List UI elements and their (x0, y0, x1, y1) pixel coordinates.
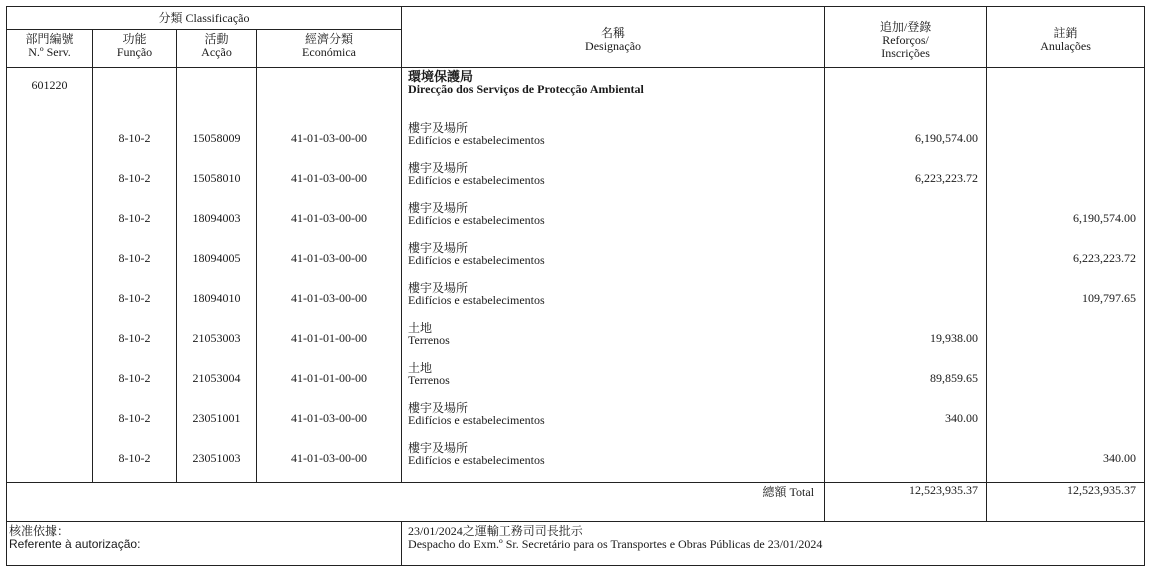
authorization-label (7, 522, 402, 566)
department-row (7, 68, 1145, 119)
total-reforcos: 12,523,935.37 (825, 483, 987, 522)
designation-header-zh: 名稱 (601, 26, 626, 40)
serv-cell (7, 238, 93, 278)
reforcos-cell: 6,190,574.00 (825, 118, 987, 158)
econ-header-zh: 經濟分類 (305, 32, 354, 46)
table-body (7, 68, 1145, 483)
accao-cell: 23051003 (177, 438, 257, 478)
designacao-zh: 樓宇及場所 (408, 401, 469, 415)
anulacoes-cell: 6,223,223.72 (987, 238, 1145, 278)
funcao-cell: 8-10-2 (93, 238, 177, 278)
economica-cell: 41-01-03-00-00 (257, 438, 402, 478)
anulacoes-header-pt: Anulações (1040, 39, 1091, 53)
accao-cell: 15058010 (177, 158, 257, 198)
table-row (7, 158, 1145, 198)
serv-cell (7, 118, 93, 158)
designacao-cell (402, 238, 825, 278)
func-header-zh: 功能 (122, 32, 147, 46)
reforcos-cell (825, 278, 987, 318)
economica-cell: 41-01-03-00-00 (257, 278, 402, 318)
designacao-cell (402, 118, 825, 158)
funcao-cell: 8-10-2 (93, 158, 177, 198)
designacao-cell (402, 158, 825, 198)
serv-cell (7, 358, 93, 398)
total-label: 總額 Total (7, 483, 825, 522)
econ-header-pt: Económica (302, 45, 357, 59)
reforcos-cell (825, 198, 987, 238)
table-row (7, 278, 1145, 318)
accao-cell: 15058009 (177, 118, 257, 158)
anulacoes-cell (987, 118, 1145, 158)
serv-cell (7, 438, 93, 478)
reforcos-cell: 19,938.00 (825, 318, 987, 358)
reforcos-cell (825, 238, 987, 278)
economica-cell: 41-01-03-00-00 (257, 398, 402, 438)
reforcos-header-pt1: Reforços/ (882, 32, 929, 47)
reforcos-header (825, 7, 987, 68)
accao-header (177, 30, 257, 68)
designation-header-pt: Designação (585, 39, 642, 53)
func-header-pt: Função (116, 45, 153, 59)
anulacoes-header-zh: 註銷 (1053, 26, 1078, 40)
designacao-cell (402, 358, 825, 398)
accao-cell: 21053003 (177, 318, 257, 358)
anulacoes-header (987, 7, 1145, 68)
table-row (7, 318, 1145, 358)
serv-cell (7, 398, 93, 438)
reforcos-cell (825, 438, 987, 478)
designacao-zh: 土地 (408, 321, 433, 335)
empty-cell (825, 68, 987, 119)
designacao-pt: Edifícios e estabelecimentos (408, 253, 545, 267)
table-header (7, 7, 1145, 68)
funcao-cell: 8-10-2 (93, 358, 177, 398)
budget-table (6, 6, 1145, 566)
accao-cell: 18094005 (177, 238, 257, 278)
classification-header: 分類 Classificação (7, 7, 402, 30)
economica-cell: 41-01-03-00-00 (257, 198, 402, 238)
empty-cell (987, 68, 1145, 119)
designacao-zh: 土地 (408, 361, 433, 375)
serv-header-pt: N.º Serv. (28, 45, 71, 59)
table-footer (7, 483, 1145, 566)
table-row (7, 238, 1145, 278)
designacao-cell (402, 198, 825, 238)
department-name-zh: 環境保護局 (408, 69, 474, 84)
accao-cell: 21053004 (177, 358, 257, 398)
authorization-label-zh: 核准依據： (9, 524, 70, 538)
designacao-zh: 樓宇及場所 (408, 281, 469, 295)
accao-header-pt: Acção (201, 45, 232, 59)
anulacoes-cell: 340.00 (987, 438, 1145, 478)
anulacoes-cell (987, 398, 1145, 438)
funcao-cell: 8-10-2 (93, 438, 177, 478)
total-row (7, 483, 1145, 522)
empty-cell (93, 68, 177, 119)
accao-header-zh: 活動 (204, 32, 229, 46)
serv-cell (7, 278, 93, 318)
serv-cell (7, 318, 93, 358)
designacao-pt: Edifícios e estabelecimentos (408, 173, 545, 187)
funcao-cell: 8-10-2 (93, 318, 177, 358)
table-row (7, 438, 1145, 478)
department-code: 601220 (7, 68, 93, 119)
economica-cell: 41-01-03-00-00 (257, 238, 402, 278)
table-row (7, 118, 1145, 158)
table-row (7, 398, 1145, 438)
table-row (7, 198, 1145, 238)
designacao-cell (402, 398, 825, 438)
anulacoes-cell (987, 318, 1145, 358)
designacao-pt: Edifícios e estabelecimentos (408, 413, 545, 427)
designacao-cell (402, 438, 825, 478)
economica-cell: 41-01-03-00-00 (257, 118, 402, 158)
designacao-zh: 樓宇及場所 (408, 441, 469, 455)
designation-header (402, 7, 825, 68)
table-row (7, 358, 1145, 398)
funcao-cell: 8-10-2 (93, 118, 177, 158)
anulacoes-cell (987, 158, 1145, 198)
serv-cell (7, 198, 93, 238)
accao-cell: 18094003 (177, 198, 257, 238)
designacao-pt: Edifícios e estabelecimentos (408, 453, 545, 467)
designacao-pt: Edifícios e estabelecimentos (408, 133, 545, 147)
reforcos-cell: 6,223,223.72 (825, 158, 987, 198)
designacao-pt: Edifícios e estabelecimentos (408, 293, 545, 307)
econ-header (257, 30, 402, 68)
economica-cell: 41-01-01-00-00 (257, 358, 402, 398)
department-designation (402, 68, 825, 119)
designacao-cell (402, 278, 825, 318)
funcao-cell: 8-10-2 (93, 198, 177, 238)
total-anulacoes: 12,523,935.37 (987, 483, 1145, 522)
economica-cell: 41-01-01-00-00 (257, 318, 402, 358)
anulacoes-cell (987, 358, 1145, 398)
authorization-text (402, 522, 1145, 566)
empty-cell (257, 68, 402, 119)
serv-header-zh: 部門編號 (25, 32, 74, 46)
accao-cell: 18094010 (177, 278, 257, 318)
anulacoes-cell: 109,797.65 (987, 278, 1145, 318)
reforcos-cell: 89,859.65 (825, 358, 987, 398)
reforcos-cell: 340.00 (825, 398, 987, 438)
authorization-text-zh: 23/01/2024之運輸工務司司長批示 (408, 524, 583, 538)
anulacoes-cell: 6,190,574.00 (987, 198, 1145, 238)
funcao-cell: 8-10-2 (93, 278, 177, 318)
reforcos-header-pt2: Inscrições (881, 45, 930, 60)
designacao-pt: Terrenos (408, 333, 450, 347)
authorization-text-pt: Despacho do Exm.º Sr. Secretário para os Transportes e Obras Públicas de 23/01/2024 (408, 537, 823, 551)
func-header (93, 30, 177, 68)
designacao-pt: Edifícios e estabelecimentos (408, 213, 545, 227)
economica-cell: 41-01-03-00-00 (257, 158, 402, 198)
designacao-zh: 樓宇及場所 (408, 121, 469, 135)
serv-header (7, 30, 93, 68)
designacao-cell (402, 318, 825, 358)
authorization-row (7, 522, 1145, 566)
empty-cell (177, 68, 257, 119)
designacao-zh: 樓宇及場所 (408, 241, 469, 255)
funcao-cell: 8-10-2 (93, 398, 177, 438)
department-name-pt: Direcção dos Serviços de Protecção Ambiental (408, 82, 644, 96)
authorization-label-pt: Referente à autorização: (9, 537, 141, 551)
reforcos-header-zh: 追加/登錄 (879, 19, 932, 34)
serv-cell (7, 158, 93, 198)
designacao-zh: 樓宇及場所 (408, 201, 469, 215)
designacao-pt: Terrenos (408, 373, 450, 387)
accao-cell: 23051001 (177, 398, 257, 438)
designacao-zh: 樓宇及場所 (408, 161, 469, 175)
